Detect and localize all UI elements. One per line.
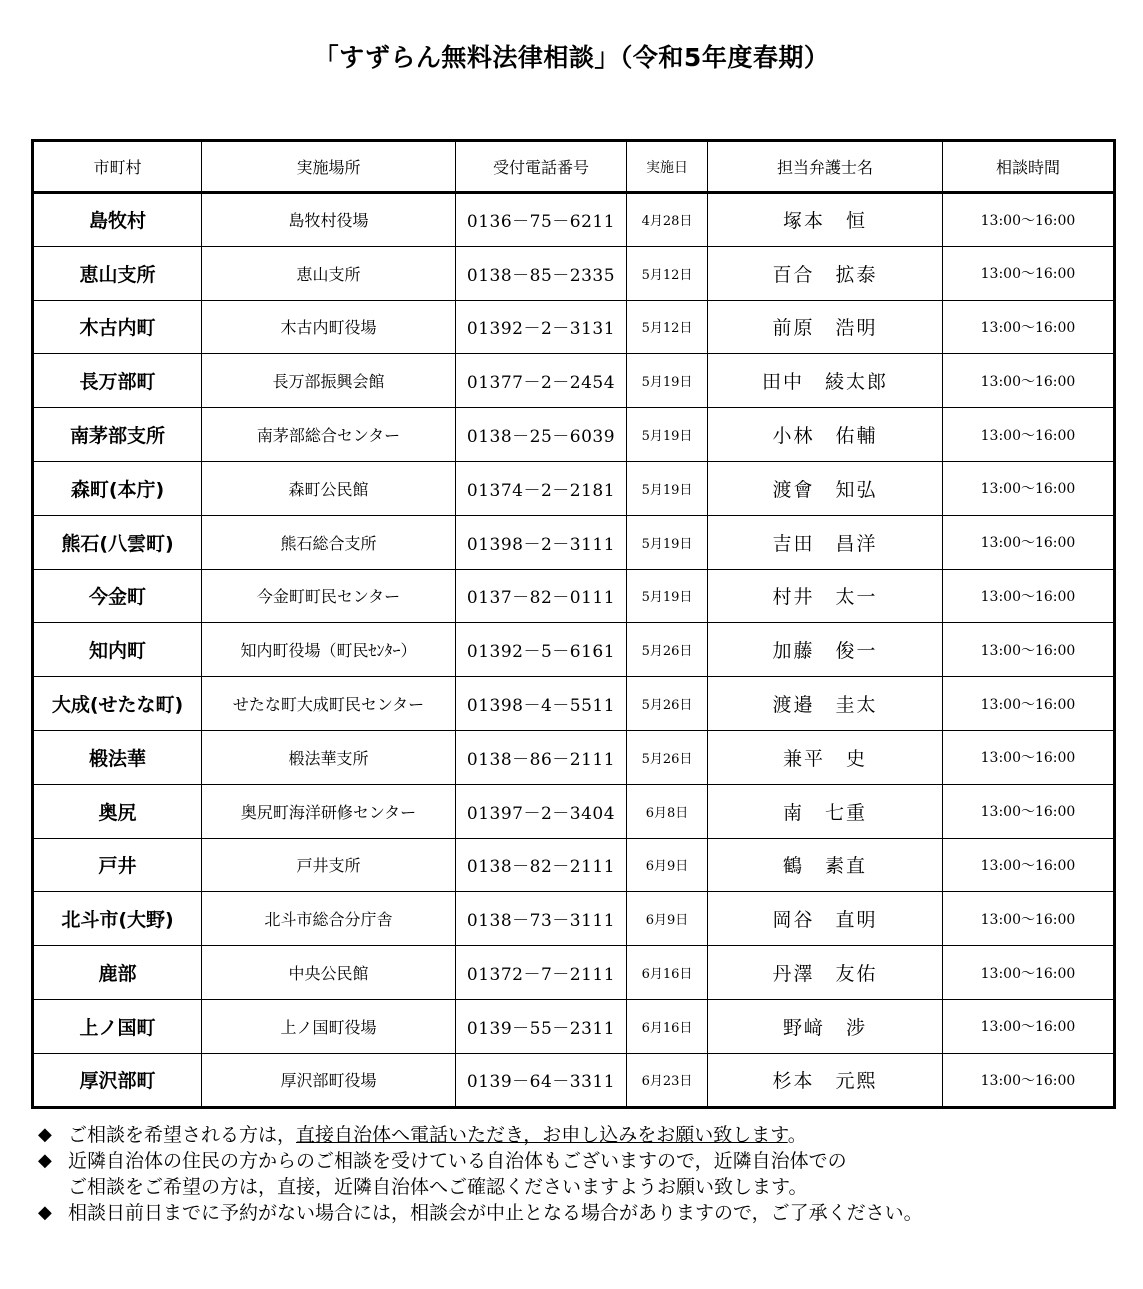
cell-date: 6月16日 [627,946,708,1000]
cell-time: 13:00～16:00 [943,354,1115,408]
cell-phone: 0138－73－3111 [456,892,627,946]
cell-time: 13:00～16:00 [943,946,1115,1000]
cell-time: 13:00～16:00 [943,300,1115,354]
header-lawyer: 担当弁護士名 [708,141,943,193]
cell-venue: 長万部振興会館 [202,354,456,408]
cell-date: 5月26日 [627,730,708,784]
cell-phone: 01398－4－5511 [456,677,627,731]
note1-prefix: ご相談を希望される方は， [68,1124,297,1146]
cell-municipality: 北斗市(大野) [33,892,202,946]
cell-lawyer: 南 七重 [708,784,943,838]
cell-venue: せたな町大成町民センター [202,677,456,731]
cell-venue: 森町公民館 [202,461,456,515]
note-item [38,1200,1118,1226]
cell-venue: 奥尻町海洋研修センター [202,784,456,838]
table-row [33,999,1115,1053]
cell-phone: 01398－2－3111 [456,515,627,569]
cell-municipality: 恵山支所 [33,246,202,300]
cell-venue: 木古内町役場 [202,300,456,354]
cell-municipality: 椴法華 [33,730,202,784]
cell-lawyer: 兼平 史 [708,730,943,784]
cell-municipality: 厚沢部町 [33,1053,202,1107]
cell-date: 4月28日 [627,193,708,247]
table-row [33,730,1115,784]
table-body [33,193,1115,1108]
cell-venue: 南茅部総合センター [202,408,456,462]
cell-phone: 01372－7－2111 [456,946,627,1000]
cell-date: 6月9日 [627,838,708,892]
cell-lawyer: 塚本 恒 [708,193,943,247]
cell-venue: 厚沢部町役場 [202,1053,456,1107]
cell-lawyer: 小林 佑輔 [708,408,943,462]
cell-time: 13:00～16:00 [943,193,1115,247]
cell-venue: 中央公民館 [202,946,456,1000]
cell-venue: 椴法華支所 [202,730,456,784]
cell-phone: 0138－82－2111 [456,838,627,892]
cell-municipality: 長万部町 [33,354,202,408]
consultation-schedule-table [31,139,1116,1109]
cell-venue: 今金町町民センター [202,569,456,623]
note1-suffix: 。 [787,1124,807,1146]
note-text [68,1148,1118,1200]
note2-line2: ご相談をご希望の方は，直接，近隣自治体へご確認くださいますようお願い致します。 [68,1176,808,1198]
table-row [33,246,1115,300]
note1-underlined: 直接自治体へ電話いただき，お申し込みをお願い致します [296,1124,788,1146]
cell-time: 13:00～16:00 [943,1053,1115,1107]
cell-date: 5月19日 [627,569,708,623]
cell-municipality: 鹿部 [33,946,202,1000]
diamond-bullet-icon: ◆ [38,1202,52,1223]
table-row [33,461,1115,515]
cell-lawyer: 田中 綾太郎 [708,354,943,408]
cell-date: 6月9日 [627,892,708,946]
cell-date: 6月8日 [627,784,708,838]
header-time: 相談時間 [943,141,1115,193]
cell-municipality: 奥尻 [33,784,202,838]
table-row [33,946,1115,1000]
cell-municipality: 今金町 [33,569,202,623]
cell-date: 5月26日 [627,623,708,677]
notes-section [38,1122,1118,1226]
cell-phone: 0138－86－2111 [456,730,627,784]
table-row [33,784,1115,838]
table-row [33,354,1115,408]
cell-venue: 北斗市総合分庁舎 [202,892,456,946]
cell-phone: 0136－75－6211 [456,193,627,247]
header-date: 実施日 [627,141,708,193]
cell-phone: 01377－2－2454 [456,354,627,408]
cell-time: 13:00～16:00 [943,623,1115,677]
cell-time: 13:00～16:00 [943,408,1115,462]
cell-lawyer: 野﨑 涉 [708,999,943,1053]
table-row [33,1053,1115,1107]
cell-time: 13:00～16:00 [943,838,1115,892]
cell-lawyer: 岡谷 直明 [708,892,943,946]
cell-municipality: 南茅部支所 [33,408,202,462]
cell-time: 13:00～16:00 [943,569,1115,623]
cell-date: 5月19日 [627,515,708,569]
cell-phone: 01397－2－3404 [456,784,627,838]
cell-venue: 上ノ国町役場 [202,999,456,1053]
cell-lawyer: 吉田 昌洋 [708,515,943,569]
cell-time: 13:00～16:00 [943,677,1115,731]
cell-phone: 01392－2－3131 [456,300,627,354]
cell-date: 5月12日 [627,246,708,300]
cell-lawyer: 渡會 知弘 [708,461,943,515]
cell-municipality: 知内町 [33,623,202,677]
cell-time: 13:00～16:00 [943,999,1115,1053]
table-header-row [33,141,1115,193]
header-phone: 受付電話番号 [456,141,627,193]
cell-venue: 島牧村役場 [202,193,456,247]
cell-municipality: 戸井 [33,838,202,892]
cell-municipality: 大成(せたな町) [33,677,202,731]
cell-time: 13:00～16:00 [943,515,1115,569]
table-row [33,515,1115,569]
cell-venue: 戸井支所 [202,838,456,892]
cell-lawyer: 百合 拡泰 [708,246,943,300]
note3-text: 相談日前日までに予約がない場合には，相談会が中止となる場合がありますので，ご了承ください。 [68,1202,923,1224]
cell-lawyer: 加藤 俊一 [708,623,943,677]
cell-municipality: 熊石(八雲町) [33,515,202,569]
page-title: 「すずらん無料法律相談」（令和5年度春期） [313,43,830,72]
note-text [68,1122,1118,1148]
cell-date: 5月19日 [627,408,708,462]
table-row [33,193,1115,247]
header-municipality: 市町村 [33,141,202,193]
cell-lawyer: 渡邉 圭太 [708,677,943,731]
note-item [38,1122,1118,1148]
cell-phone: 01392－5－6161 [456,623,627,677]
cell-venue: 熊石総合支所 [202,515,456,569]
cell-time: 13:00～16:00 [943,892,1115,946]
diamond-bullet-icon: ◆ [38,1150,52,1171]
cell-time: 13:00～16:00 [943,461,1115,515]
cell-municipality: 木古内町 [33,300,202,354]
cell-date: 5月19日 [627,354,708,408]
table-row [33,677,1115,731]
cell-phone: 01374－2－2181 [456,461,627,515]
cell-phone: 0139－55－2311 [456,999,627,1053]
table-row [33,892,1115,946]
cell-date: 6月23日 [627,1053,708,1107]
cell-lawyer: 村井 太一 [708,569,943,623]
cell-lawyer: 丹澤 友佑 [708,946,943,1000]
cell-date: 6月16日 [627,999,708,1053]
cell-phone: 0137－82－0111 [456,569,627,623]
cell-lawyer: 前原 浩明 [708,300,943,354]
cell-venue: 知内町役場（町民ｾﾝﾀｰ） [202,623,456,677]
table-row [33,408,1115,462]
note-item [38,1148,1118,1200]
cell-lawyer: 杉本 元熙 [708,1053,943,1107]
cell-date: 5月26日 [627,677,708,731]
table-row [33,838,1115,892]
cell-lawyer: 鶴 素直 [708,838,943,892]
table-row [33,569,1115,623]
cell-time: 13:00～16:00 [943,246,1115,300]
cell-phone: 0138－85－2335 [456,246,627,300]
cell-phone: 0138－25－6039 [456,408,627,462]
header-venue: 実施場所 [202,141,456,193]
cell-venue: 恵山支所 [202,246,456,300]
cell-date: 5月12日 [627,300,708,354]
cell-municipality: 島牧村 [33,193,202,247]
cell-phone: 0139－64－3311 [456,1053,627,1107]
cell-time: 13:00～16:00 [943,784,1115,838]
cell-date: 5月19日 [627,461,708,515]
table-row [33,300,1115,354]
cell-municipality: 上ノ国町 [33,999,202,1053]
cell-time: 13:00～16:00 [943,730,1115,784]
diamond-bullet-icon: ◆ [38,1124,52,1145]
cell-municipality: 森町(本庁) [33,461,202,515]
note2-line1: 近隣自治体の住民の方からのご相談を受けている自治体もございますので，近隣自治体での [68,1150,847,1172]
table-row [33,623,1115,677]
